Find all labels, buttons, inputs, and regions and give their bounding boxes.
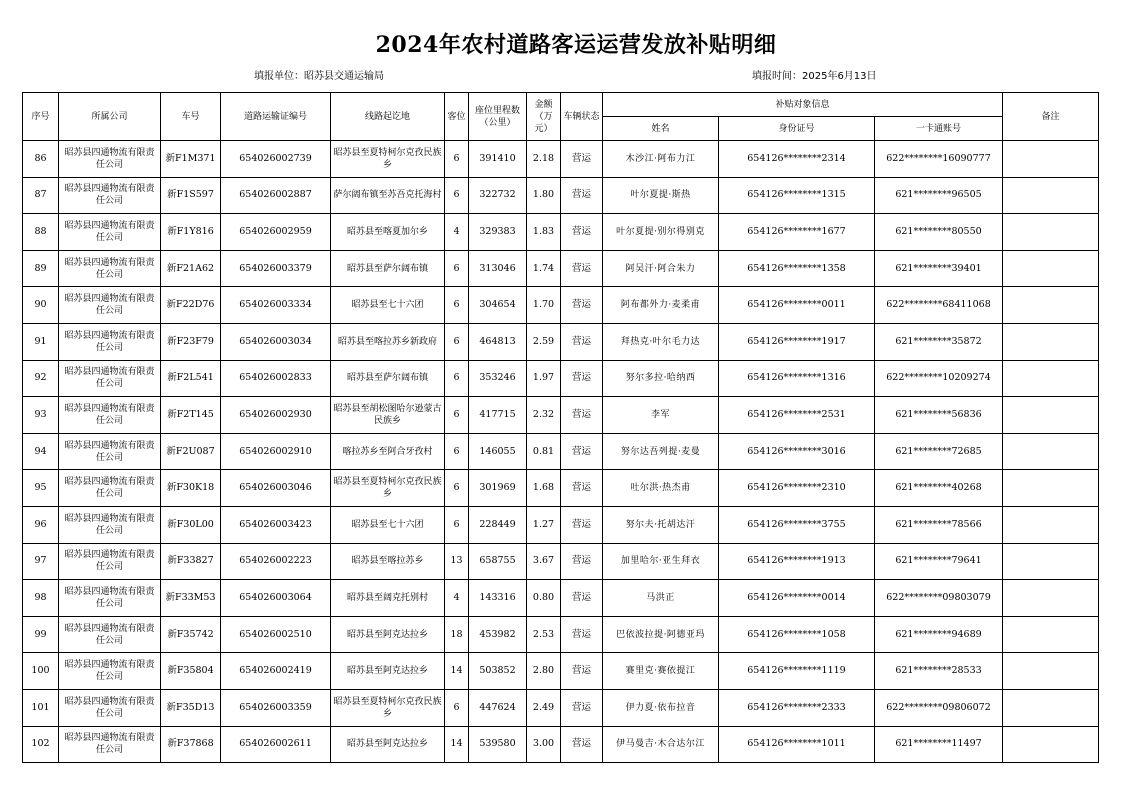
cell-license: 654026003334 — [221, 287, 331, 324]
cell-company: 昭苏县四通物流有限责任公司 — [59, 689, 161, 726]
cell-plate: 新F35742 — [161, 616, 221, 653]
cell-company: 昭苏县四通物流有限责任公司 — [59, 616, 161, 653]
cell-license: 654026003034 — [221, 323, 331, 360]
header-subsidy-group: 补贴对象信息 — [603, 93, 1003, 117]
cell-amount: 2.49 — [527, 689, 561, 726]
cell-index: 101 — [23, 689, 59, 726]
cell-card-no: 621********72685 — [875, 433, 1003, 470]
cell-seat-km: 391410 — [469, 141, 527, 178]
cell-route: 昭苏县至阿克达拉乡 — [331, 616, 445, 653]
cell-company: 昭苏县四通物流有限责任公司 — [59, 506, 161, 543]
cell-amount: 2.32 — [527, 397, 561, 434]
header-seats: 客位 — [445, 93, 469, 141]
cell-index: 98 — [23, 580, 59, 617]
cell-remark — [1003, 580, 1099, 617]
cell-plate: 新F2L541 — [161, 360, 221, 397]
header-card-no: 一卡通账号 — [875, 117, 1003, 141]
table-row — [23, 543, 1099, 580]
cell-plate: 新F33M53 — [161, 580, 221, 617]
cell-status: 营运 — [561, 323, 603, 360]
header-plate: 车号 — [161, 93, 221, 141]
cell-card-no: 621********39401 — [875, 250, 1003, 287]
cell-plate: 新F2U087 — [161, 433, 221, 470]
cell-index: 91 — [23, 323, 59, 360]
cell-remark — [1003, 506, 1099, 543]
cell-remark — [1003, 323, 1099, 360]
cell-status: 营运 — [561, 287, 603, 324]
table-row — [23, 360, 1099, 397]
table-row — [23, 580, 1099, 617]
cell-seats: 4 — [445, 580, 469, 617]
cell-status: 营运 — [561, 397, 603, 434]
cell-amount: 1.27 — [527, 506, 561, 543]
cell-id-no: 654126********1315 — [719, 177, 875, 214]
cell-route: 昭苏县至胡松图哈尔逊蒙古民族乡 — [331, 397, 445, 434]
cell-route: 昭苏县至萨尔阔布镇 — [331, 250, 445, 287]
cell-license: 654026002223 — [221, 543, 331, 580]
cell-name: 伊马曼吉·木合达尔江 — [603, 726, 719, 763]
cell-route: 昭苏县至阿克达拉乡 — [331, 726, 445, 763]
cell-company: 昭苏县四通物流有限责任公司 — [59, 397, 161, 434]
cell-remark — [1003, 433, 1099, 470]
cell-license: 654026002959 — [221, 214, 331, 251]
cell-seat-km: 228449 — [469, 506, 527, 543]
cell-name: 阿吴汗·阿合朱力 — [603, 250, 719, 287]
table-row — [23, 433, 1099, 470]
cell-seats: 6 — [445, 360, 469, 397]
cell-id-no: 654126********1316 — [719, 360, 875, 397]
table-row — [23, 214, 1099, 251]
cell-seat-km: 143316 — [469, 580, 527, 617]
cell-remark — [1003, 653, 1099, 690]
cell-route: 昭苏县至萨尔阔布镇 — [331, 360, 445, 397]
header-license: 道路运输证编号 — [221, 93, 331, 141]
cell-remark — [1003, 141, 1099, 178]
cell-seat-km: 464813 — [469, 323, 527, 360]
cell-seats: 6 — [445, 397, 469, 434]
header-company: 所属公司 — [59, 93, 161, 141]
cell-amount: 1.97 — [527, 360, 561, 397]
cell-status: 营运 — [561, 689, 603, 726]
reporting-date: 填报时间：2025年6月13日 — [752, 71, 877, 82]
cell-id-no: 654126********3755 — [719, 506, 875, 543]
cell-license: 654026002910 — [221, 433, 331, 470]
cell-card-no: 622********16090777 — [875, 141, 1003, 178]
cell-name: 李军 — [603, 397, 719, 434]
cell-seat-km: 313046 — [469, 250, 527, 287]
cell-route: 昭苏县至阿克达拉乡 — [331, 653, 445, 690]
cell-id-no: 654126********1058 — [719, 616, 875, 653]
cell-id-no: 654126********2333 — [719, 689, 875, 726]
cell-remark — [1003, 287, 1099, 324]
cell-remark — [1003, 689, 1099, 726]
cell-amount: 1.80 — [527, 177, 561, 214]
cell-seats: 6 — [445, 433, 469, 470]
cell-company: 昭苏县四通物流有限责任公司 — [59, 141, 161, 178]
table-row — [23, 726, 1099, 763]
cell-seat-km: 146055 — [469, 433, 527, 470]
cell-card-no: 621********80550 — [875, 214, 1003, 251]
header-amount: 金额（万元） — [527, 93, 561, 141]
cell-card-no: 622********09803079 — [875, 580, 1003, 617]
cell-name: 加里哈尔·亚生拜衣 — [603, 543, 719, 580]
cell-status: 营运 — [561, 470, 603, 507]
cell-status: 营运 — [561, 250, 603, 287]
cell-plate: 新F35D13 — [161, 689, 221, 726]
cell-plate: 新F1M371 — [161, 141, 221, 178]
cell-plate: 新F21A62 — [161, 250, 221, 287]
cell-plate: 新F30K18 — [161, 470, 221, 507]
cell-name: 木沙江·阿布力江 — [603, 141, 719, 178]
cell-id-no: 654126********3016 — [719, 433, 875, 470]
cell-route: 昭苏县至七十六团 — [331, 506, 445, 543]
cell-status: 营运 — [561, 177, 603, 214]
cell-plate: 新F37868 — [161, 726, 221, 763]
cell-route: 昭苏县至夏特柯尔克孜民族乡 — [331, 470, 445, 507]
header-status: 车辆状态 — [561, 93, 603, 141]
cell-status: 营运 — [561, 506, 603, 543]
reporting-unit: 填报单位：昭苏县交通运输局 — [254, 71, 384, 82]
cell-company: 昭苏县四通物流有限责任公司 — [59, 214, 161, 251]
header-name: 姓名 — [603, 117, 719, 141]
cell-index: 99 — [23, 616, 59, 653]
cell-seats: 6 — [445, 177, 469, 214]
cell-card-no: 622********68411068 — [875, 287, 1003, 324]
cell-license: 654026002611 — [221, 726, 331, 763]
cell-company: 昭苏县四通物流有限责任公司 — [59, 433, 161, 470]
cell-index: 90 — [23, 287, 59, 324]
cell-id-no: 654126********0014 — [719, 580, 875, 617]
cell-remark — [1003, 543, 1099, 580]
table-row — [23, 177, 1099, 214]
cell-status: 营运 — [561, 543, 603, 580]
cell-name: 努尔多拉·哈纳西 — [603, 360, 719, 397]
cell-index: 95 — [23, 470, 59, 507]
header-seat-km: 座位里程数（公里） — [469, 93, 527, 141]
cell-amount: 2.18 — [527, 141, 561, 178]
cell-id-no: 654126********1119 — [719, 653, 875, 690]
cell-amount: 2.80 — [527, 653, 561, 690]
cell-seats: 6 — [445, 250, 469, 287]
cell-name: 马洪正 — [603, 580, 719, 617]
cell-company: 昭苏县四通物流有限责任公司 — [59, 470, 161, 507]
cell-id-no: 654126********1917 — [719, 323, 875, 360]
table-row — [23, 616, 1099, 653]
cell-seat-km: 301969 — [469, 470, 527, 507]
cell-seat-km: 304654 — [469, 287, 527, 324]
cell-status: 营运 — [561, 616, 603, 653]
cell-seat-km: 503852 — [469, 653, 527, 690]
cell-status: 营运 — [561, 141, 603, 178]
cell-amount: 2.53 — [527, 616, 561, 653]
table-row — [23, 470, 1099, 507]
cell-status: 营运 — [561, 360, 603, 397]
cell-index: 92 — [23, 360, 59, 397]
cell-company: 昭苏县四通物流有限责任公司 — [59, 653, 161, 690]
header-route: 线路起讫地 — [331, 93, 445, 141]
table-row — [23, 141, 1099, 178]
cell-seat-km: 353246 — [469, 360, 527, 397]
cell-card-no: 621********40268 — [875, 470, 1003, 507]
cell-seats: 14 — [445, 726, 469, 763]
cell-seats: 6 — [445, 323, 469, 360]
document-title: 2024年农村道路客运运营发放补贴明细 — [375, 32, 777, 58]
cell-company: 昭苏县四通物流有限责任公司 — [59, 323, 161, 360]
cell-seat-km: 453982 — [469, 616, 527, 653]
cell-amount: 1.74 — [527, 250, 561, 287]
cell-license: 654026002930 — [221, 397, 331, 434]
cell-name: 努尔达吾列提·麦曼 — [603, 433, 719, 470]
cell-plate: 新F23F79 — [161, 323, 221, 360]
cell-status: 营运 — [561, 653, 603, 690]
cell-route: 昭苏县至喀拉苏乡新政府 — [331, 323, 445, 360]
header-index: 序号 — [23, 93, 59, 141]
cell-remark — [1003, 214, 1099, 251]
cell-company: 昭苏县四通物流有限责任公司 — [59, 360, 161, 397]
cell-company: 昭苏县四通物流有限责任公司 — [59, 287, 161, 324]
cell-plate: 新F1Y816 — [161, 214, 221, 251]
cell-name: 努尔夫·托胡达汗 — [603, 506, 719, 543]
cell-amount: 1.70 — [527, 287, 561, 324]
table-row — [23, 323, 1099, 360]
cell-amount: 2.59 — [527, 323, 561, 360]
header-id-no: 身份证号 — [719, 117, 875, 141]
cell-index: 94 — [23, 433, 59, 470]
cell-status: 营运 — [561, 214, 603, 251]
cell-license: 654026003046 — [221, 470, 331, 507]
cell-name: 巴依波拉提·阿德亚玛 — [603, 616, 719, 653]
cell-route: 昭苏县至七十六团 — [331, 287, 445, 324]
cell-license: 654026002887 — [221, 177, 331, 214]
cell-remark — [1003, 177, 1099, 214]
cell-index: 89 — [23, 250, 59, 287]
cell-card-no: 621********94689 — [875, 616, 1003, 653]
cell-id-no: 654126********2531 — [719, 397, 875, 434]
cell-id-no: 654126********1358 — [719, 250, 875, 287]
cell-seat-km: 322732 — [469, 177, 527, 214]
subsidy-table — [22, 92, 1099, 763]
table-row — [23, 250, 1099, 287]
cell-seat-km: 447624 — [469, 689, 527, 726]
cell-name: 吐尔洪·热杰甫 — [603, 470, 719, 507]
cell-license: 654026002419 — [221, 653, 331, 690]
cell-card-no: 621********79641 — [875, 543, 1003, 580]
cell-seat-km: 658755 — [469, 543, 527, 580]
cell-card-no: 621********35872 — [875, 323, 1003, 360]
cell-plate: 新F35804 — [161, 653, 221, 690]
cell-seats: 13 — [445, 543, 469, 580]
cell-route: 昭苏县至喀夏加尔乡 — [331, 214, 445, 251]
cell-route: 喀拉苏乡至阿合牙孜村 — [331, 433, 445, 470]
cell-name: 阿布都外力·麦柔甫 — [603, 287, 719, 324]
cell-card-no: 621********96505 — [875, 177, 1003, 214]
cell-card-no: 622********09806072 — [875, 689, 1003, 726]
table-row — [23, 397, 1099, 434]
cell-index: 93 — [23, 397, 59, 434]
cell-id-no: 654126********1677 — [719, 214, 875, 251]
cell-seat-km: 329383 — [469, 214, 527, 251]
cell-card-no: 621********11497 — [875, 726, 1003, 763]
cell-card-no: 621********78566 — [875, 506, 1003, 543]
cell-route: 昭苏县至阔克托别村 — [331, 580, 445, 617]
cell-index: 88 — [23, 214, 59, 251]
cell-company: 昭苏县四通物流有限责任公司 — [59, 726, 161, 763]
cell-remark — [1003, 470, 1099, 507]
cell-index: 87 — [23, 177, 59, 214]
cell-remark — [1003, 360, 1099, 397]
cell-plate: 新F1S597 — [161, 177, 221, 214]
cell-seats: 6 — [445, 689, 469, 726]
table-row — [23, 287, 1099, 324]
cell-route: 昭苏县至夏特柯尔克孜民族乡 — [331, 689, 445, 726]
cell-plate: 新F33827 — [161, 543, 221, 580]
cell-card-no: 621********56836 — [875, 397, 1003, 434]
cell-license: 654026002510 — [221, 616, 331, 653]
cell-index: 100 — [23, 653, 59, 690]
cell-id-no: 654126********0011 — [719, 287, 875, 324]
cell-seats: 6 — [445, 506, 469, 543]
cell-seats: 4 — [445, 214, 469, 251]
cell-seat-km: 539580 — [469, 726, 527, 763]
cell-amount: 1.68 — [527, 470, 561, 507]
cell-id-no: 654126********2310 — [719, 470, 875, 507]
cell-seats: 18 — [445, 616, 469, 653]
cell-name: 叶尔夏提·斯热 — [603, 177, 719, 214]
cell-license: 654026003423 — [221, 506, 331, 543]
cell-plate: 新F30L00 — [161, 506, 221, 543]
cell-remark — [1003, 726, 1099, 763]
cell-name: 伊力夏·依布拉音 — [603, 689, 719, 726]
cell-seats: 6 — [445, 141, 469, 178]
cell-remark — [1003, 250, 1099, 287]
cell-name: 叶尔夏提·别尔得别克 — [603, 214, 719, 251]
cell-route: 萨尔阔布镇至苏吾克托海村 — [331, 177, 445, 214]
table-body — [23, 141, 1099, 763]
cell-license: 654026003064 — [221, 580, 331, 617]
cell-remark — [1003, 616, 1099, 653]
table-row — [23, 506, 1099, 543]
cell-index: 86 — [23, 141, 59, 178]
cell-seats: 14 — [445, 653, 469, 690]
cell-amount: 0.80 — [527, 580, 561, 617]
cell-route: 昭苏县至喀拉苏乡 — [331, 543, 445, 580]
cell-card-no: 621********28533 — [875, 653, 1003, 690]
cell-amount: 0.81 — [527, 433, 561, 470]
cell-seat-km: 417715 — [469, 397, 527, 434]
cell-route: 昭苏县至夏特柯尔克孜民族乡 — [331, 141, 445, 178]
cell-license: 654026002739 — [221, 141, 331, 178]
table-row — [23, 653, 1099, 690]
header-remark: 备注 — [1003, 93, 1099, 141]
cell-id-no: 654126********2314 — [719, 141, 875, 178]
cell-seats: 6 — [445, 287, 469, 324]
cell-company: 昭苏县四通物流有限责任公司 — [59, 580, 161, 617]
cell-card-no: 622********10209274 — [875, 360, 1003, 397]
cell-name: 赛里克·赛依提江 — [603, 653, 719, 690]
cell-name: 拜热克·叶尔毛力达 — [603, 323, 719, 360]
table-row — [23, 689, 1099, 726]
cell-remark — [1003, 397, 1099, 434]
cell-license: 654026003379 — [221, 250, 331, 287]
cell-status: 营运 — [561, 726, 603, 763]
cell-amount: 1.83 — [527, 214, 561, 251]
cell-license: 654026003359 — [221, 689, 331, 726]
cell-index: 102 — [23, 726, 59, 763]
cell-license: 654026002833 — [221, 360, 331, 397]
cell-status: 营运 — [561, 433, 603, 470]
cell-company: 昭苏县四通物流有限责任公司 — [59, 543, 161, 580]
cell-plate: 新F2T145 — [161, 397, 221, 434]
cell-company: 昭苏县四通物流有限责任公司 — [59, 177, 161, 214]
cell-id-no: 654126********1913 — [719, 543, 875, 580]
cell-index: 96 — [23, 506, 59, 543]
cell-amount: 3.00 — [527, 726, 561, 763]
cell-status: 营运 — [561, 580, 603, 617]
cell-amount: 3.67 — [527, 543, 561, 580]
cell-id-no: 654126********1011 — [719, 726, 875, 763]
cell-index: 97 — [23, 543, 59, 580]
cell-seats: 6 — [445, 470, 469, 507]
cell-plate: 新F22D76 — [161, 287, 221, 324]
cell-company: 昭苏县四通物流有限责任公司 — [59, 250, 161, 287]
